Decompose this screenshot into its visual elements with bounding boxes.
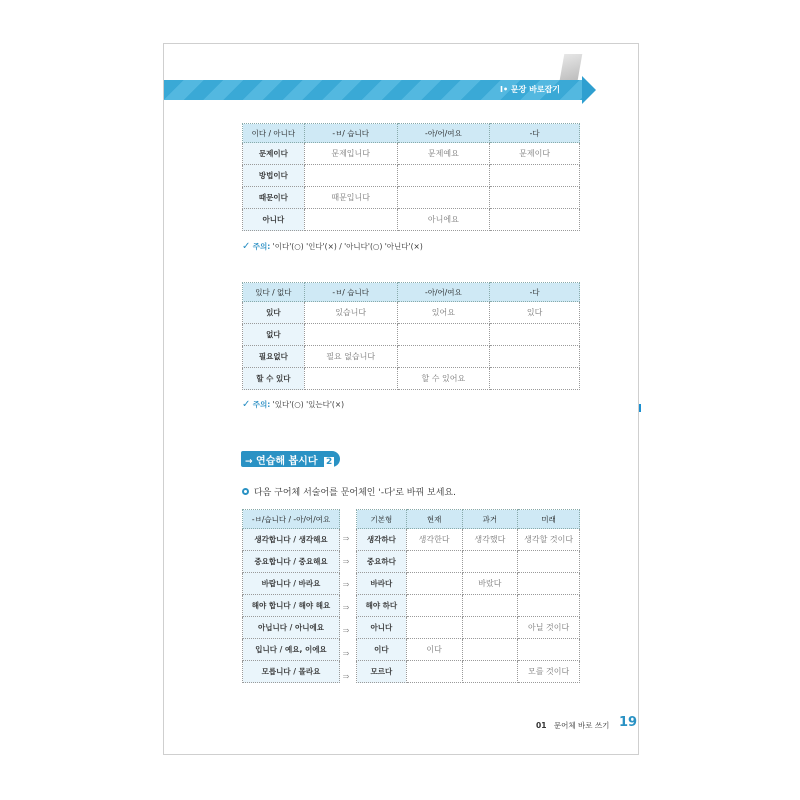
caution-label: 주의: bbox=[252, 400, 271, 409]
col-header: -ㅂ/ 습니다 bbox=[304, 283, 397, 302]
col-header: -다 bbox=[490, 283, 580, 302]
chapter-number: 01 bbox=[536, 721, 547, 730]
arrow-right-icon: ⇒ bbox=[342, 603, 350, 612]
answer-cell bbox=[304, 324, 397, 346]
row-label: 아니다 bbox=[243, 209, 305, 231]
answer-cell bbox=[406, 573, 462, 595]
chapter-title: 문어체 바로 쓰기 bbox=[553, 721, 610, 730]
practice-number: 2 bbox=[325, 457, 333, 467]
answer-cell bbox=[462, 617, 518, 639]
row-label: 중요합니다 / 중요해요 bbox=[243, 551, 340, 573]
arrow-right-icon: → bbox=[245, 457, 253, 467]
col-header: 미래 bbox=[518, 510, 580, 529]
table-row bbox=[243, 302, 580, 324]
answer-cell: 있습니다 bbox=[304, 302, 397, 324]
answer-cell bbox=[490, 324, 580, 346]
col-header: -ㅂ/습니다 / -아/어/여요 bbox=[243, 510, 340, 529]
answer-cell bbox=[518, 639, 580, 661]
row-label: 바랍니다 / 바라요 bbox=[243, 573, 340, 595]
table-row bbox=[357, 639, 580, 661]
answer-cell bbox=[518, 551, 580, 573]
answer-cell: 문제입니다 bbox=[304, 143, 397, 165]
answer-cell: 생각할 것이다 bbox=[518, 529, 580, 551]
answer-cell: 있다 bbox=[490, 302, 580, 324]
row-label: 아니다 bbox=[357, 617, 407, 639]
answer-cell bbox=[518, 573, 580, 595]
row-label: 때문이다 bbox=[243, 187, 305, 209]
caution-text: '있다'(○) '있는다'(×) bbox=[272, 400, 345, 409]
caution-label: 주의: bbox=[252, 242, 271, 251]
row-label: 모릅니다 / 몰라요 bbox=[243, 661, 340, 683]
table-row bbox=[357, 573, 580, 595]
row-label: 없다 bbox=[243, 324, 305, 346]
footer bbox=[536, 720, 609, 731]
answer-cell bbox=[518, 595, 580, 617]
bullet-icon bbox=[242, 488, 249, 495]
row-label: 생각합니다 / 생각해요 bbox=[243, 529, 340, 551]
caution-note bbox=[242, 399, 344, 410]
check-icon: ✓ bbox=[242, 241, 251, 252]
page bbox=[163, 43, 639, 755]
page-curl-icon bbox=[560, 54, 583, 80]
row-label: 바라다 bbox=[357, 573, 407, 595]
answer-cell: 이다 bbox=[406, 639, 462, 661]
table-row bbox=[357, 617, 580, 639]
table-row bbox=[357, 551, 580, 573]
table-row bbox=[357, 595, 580, 617]
table-row bbox=[243, 368, 580, 390]
answer-cell: 문제예요 bbox=[397, 143, 490, 165]
row-label: 아닙니다 / 아니에요 bbox=[243, 617, 340, 639]
answer-cell: 있어요 bbox=[397, 302, 490, 324]
answer-cell bbox=[397, 187, 490, 209]
arrow-right-icon: ⇒ bbox=[342, 672, 350, 681]
table-row bbox=[243, 187, 580, 209]
row-label: 모르다 bbox=[357, 661, 407, 683]
spoken-forms-table bbox=[242, 509, 340, 683]
answer-cell bbox=[406, 595, 462, 617]
answer-cell bbox=[490, 209, 580, 231]
answer-cell bbox=[406, 551, 462, 573]
answer-cell: 문제이다 bbox=[490, 143, 580, 165]
table-row bbox=[243, 661, 340, 683]
table-row bbox=[243, 551, 340, 573]
answer-cell bbox=[304, 368, 397, 390]
answer-cell: 아닐 것이다 bbox=[518, 617, 580, 639]
col-header: -ㅂ/ 습니다 bbox=[304, 124, 397, 143]
ribbon-arrow-icon bbox=[582, 76, 596, 104]
answer-cell: 생각한다 bbox=[406, 529, 462, 551]
table-row bbox=[357, 661, 580, 683]
answer-cell bbox=[462, 661, 518, 683]
answer-cell bbox=[406, 661, 462, 683]
row-label: 할 수 있다 bbox=[243, 368, 305, 390]
answer-cell bbox=[304, 165, 397, 187]
page-number: 19 bbox=[619, 715, 638, 730]
conjugation-table-itda bbox=[242, 282, 580, 390]
answer-cell: 모를 것이다 bbox=[518, 661, 580, 683]
col-header: 현재 bbox=[406, 510, 462, 529]
answer-cell bbox=[304, 209, 397, 231]
arrow-right-icon: ⇒ bbox=[342, 649, 350, 658]
answer-cell bbox=[490, 187, 580, 209]
col-header: -다 bbox=[490, 124, 580, 143]
answer-cell bbox=[462, 595, 518, 617]
arrow-right-icon: ⇒ bbox=[342, 580, 350, 589]
answer-cell bbox=[397, 346, 490, 368]
table-row bbox=[357, 529, 580, 551]
answer-cell bbox=[490, 165, 580, 187]
col-header: 과거 bbox=[462, 510, 518, 529]
answer-cell bbox=[397, 165, 490, 187]
answer-cell: 생각했다 bbox=[462, 529, 518, 551]
instruction bbox=[242, 485, 456, 498]
conjugation-table-ida bbox=[242, 123, 580, 231]
answer-cell: 할 수 있어요 bbox=[397, 368, 490, 390]
row-label: 중요하다 bbox=[357, 551, 407, 573]
table-row bbox=[243, 573, 340, 595]
answer-cell bbox=[462, 639, 518, 661]
arrow-right-icon: ⇒ bbox=[342, 534, 350, 543]
col-header: -아/어/여요 bbox=[397, 124, 490, 143]
practice-title-text: 연습해 봅시다 bbox=[256, 456, 318, 467]
answer-cell: 바랐다 bbox=[462, 573, 518, 595]
col-header: -아/어/여요 bbox=[397, 283, 490, 302]
arrow-right-icon: ⇒ bbox=[342, 626, 350, 635]
table-row bbox=[243, 346, 580, 368]
row-label: 해야 합니다 / 해야 해요 bbox=[243, 595, 340, 617]
instruction-text: 다음 구어체 서술어를 문어체인 '-다'로 바꿔 보세요. bbox=[253, 488, 456, 498]
table-row bbox=[243, 143, 580, 165]
table-row bbox=[243, 165, 580, 187]
answer-cell bbox=[490, 368, 580, 390]
row-label: 해야 하다 bbox=[357, 595, 407, 617]
practice-heading bbox=[241, 451, 340, 467]
caution-note bbox=[242, 241, 423, 252]
answer-cell bbox=[397, 324, 490, 346]
table-row bbox=[243, 617, 340, 639]
table-row bbox=[243, 595, 340, 617]
row-label: 방법이다 bbox=[243, 165, 305, 187]
arrow-right-icon: ⇒ bbox=[342, 557, 350, 566]
answer-cell bbox=[406, 617, 462, 639]
caution-text: '이다'(○) '인다'(×) / '아니다'(○) '아닌다'(×) bbox=[272, 242, 423, 251]
row-label: 입니다 / 예요, 이에요 bbox=[243, 639, 340, 661]
answer-cell: 필요 없습니다 bbox=[304, 346, 397, 368]
answer-cell bbox=[462, 551, 518, 573]
col-header: 기본형 bbox=[357, 510, 407, 529]
col-header: 이다 / 아니다 bbox=[243, 124, 305, 143]
section-title: Ⅰ• 문장 바로잡기 bbox=[500, 85, 561, 94]
answer-cell: 아니에요 bbox=[397, 209, 490, 231]
row-label: 필요없다 bbox=[243, 346, 305, 368]
table-row bbox=[243, 324, 580, 346]
answer-cell bbox=[490, 346, 580, 368]
col-header: 있다 / 없다 bbox=[243, 283, 305, 302]
check-icon: ✓ bbox=[242, 399, 251, 410]
table-row bbox=[243, 529, 340, 551]
row-label: 문제이다 bbox=[243, 143, 305, 165]
row-label: 생각하다 bbox=[357, 529, 407, 551]
page-edge-marker bbox=[639, 404, 641, 412]
row-label: 이다 bbox=[357, 639, 407, 661]
written-forms-table bbox=[356, 509, 580, 683]
table-row bbox=[243, 639, 340, 661]
answer-cell: 때문입니다 bbox=[304, 187, 397, 209]
row-label: 있다 bbox=[243, 302, 305, 324]
table-row bbox=[243, 209, 580, 231]
